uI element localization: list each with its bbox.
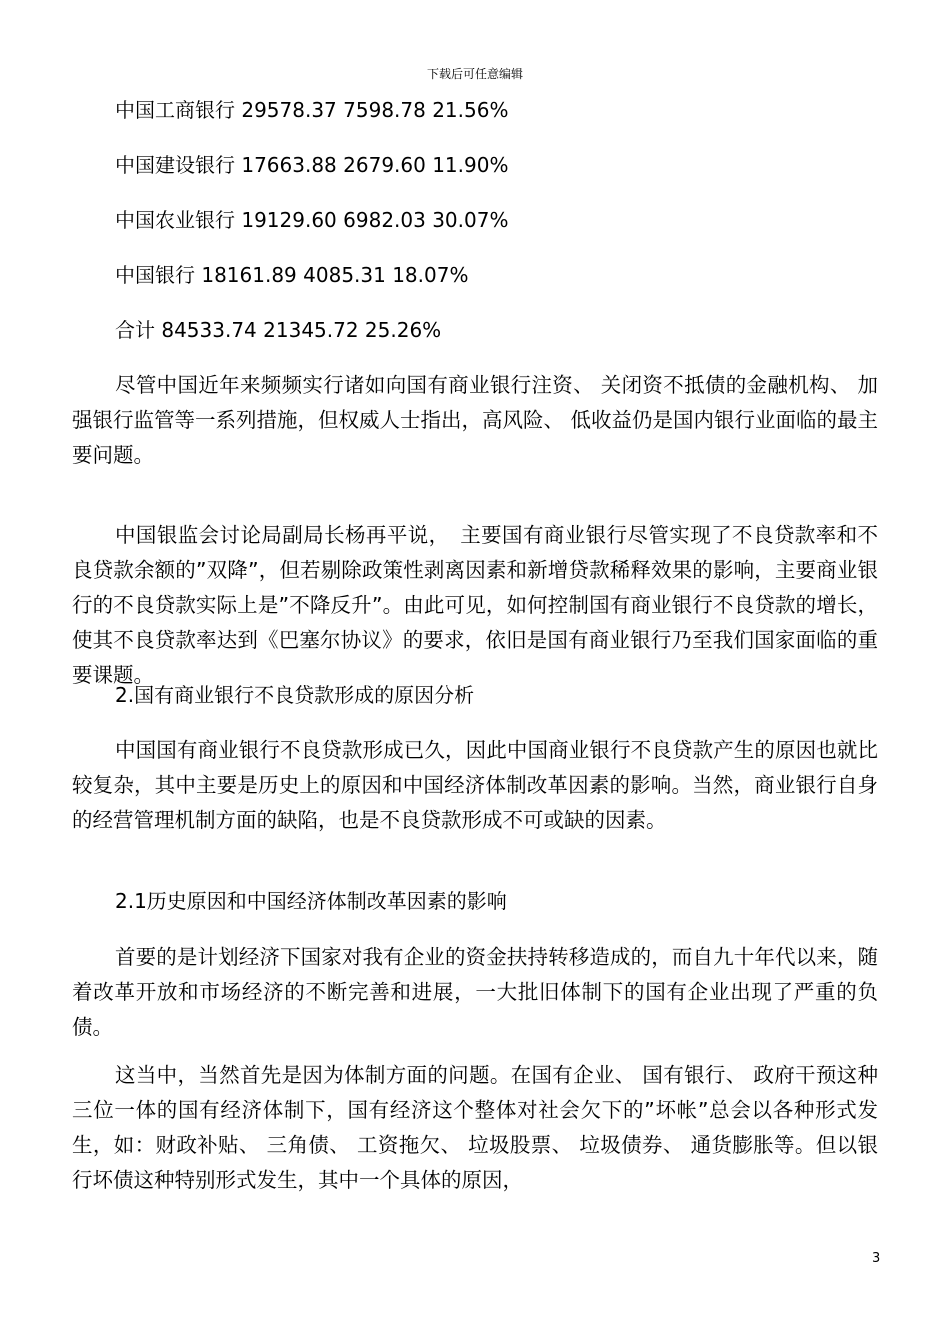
table-row-icbc: 中国工商银行 29578.37 7598.78 21.56% (115, 98, 509, 122)
paragraph-risk: 尽管中国近年来频频实行诸如向国有商业银行注资、 关闭资不抵债的金融机构、 加强银行监管等一系列措施，但权威人士指出，高风险、 低收益仍是国内银行业面临的最主要问题。 (72, 373, 879, 467)
page-number: 3 (872, 1251, 881, 1266)
section-heading-2-1: 2.1历史原因和中国经济体制改革因素的影响 (115, 889, 507, 913)
table-row-boc: 中国银行 18161.89 4085.31 18.07% (115, 263, 469, 287)
section-heading-2: 2.国有商业银行不良贷款形成的原因分析 (115, 683, 475, 707)
paragraph-cbrc: 中国银监会讨论局副局长杨再平说， 主要国有商业银行尽管实现了不良贷款率和不良贷款余额的”双降”，但若剔除政策性剥离因素和新增贷款稀释效果的影响，主要商业银行的不良贷款实际上是”不降反升”。由此可见，如何控制国有商业银行不良贷款的增长，使其不良贷款率达到《巴塞尔协议》的要求，依旧是国有商业银行乃至我们国家面临的重要课题。 (72, 523, 878, 687)
paragraph-causes: 中国国有商业银行不良贷款形成已久，因此中国商业银行不良贷款产生的原因也就比较复杂，其中主要是历史上的原因和中国经济体制改革因素的影响。当然，商业银行自身的经营管理机制方面的缺陷，也是不良贷款形成不可或缺的因素。 (72, 738, 878, 832)
paragraph-history: 首要的是计划经济下国家对我有企业的资金扶持转移造成的，而自九十年代以来，随着改革开放和市场经济的不断完善和进展，一大批旧体制下的国有企业出现了严重的负债。 (72, 945, 878, 1039)
table-row-abc: 中国农业银行 19129.60 6982.03 30.07% (115, 208, 509, 232)
paragraph-system: 这当中，当然首先是因为体制方面的问题。在国有企业、 国有银行、 政府干预这种三位一体的国有经济体制下，国有经济这个整体对社会欠下的”坏帐”总会以各种形式发生，如：财政补贴、 三角债、 工资拖欠、 垃圾股票、 垃圾债券、 通货膨胀等。但以银行坏债这种特别形式发生，其中一个具体的原因， (72, 1063, 878, 1192)
table-row-ccb: 中国建设银行 17663.88 2679.60 11.90% (115, 153, 509, 177)
page-header: 下载后可任意编辑 (426, 67, 523, 81)
table-row-total: 合计 84533.74 21345.72 25.26% (115, 318, 442, 342)
